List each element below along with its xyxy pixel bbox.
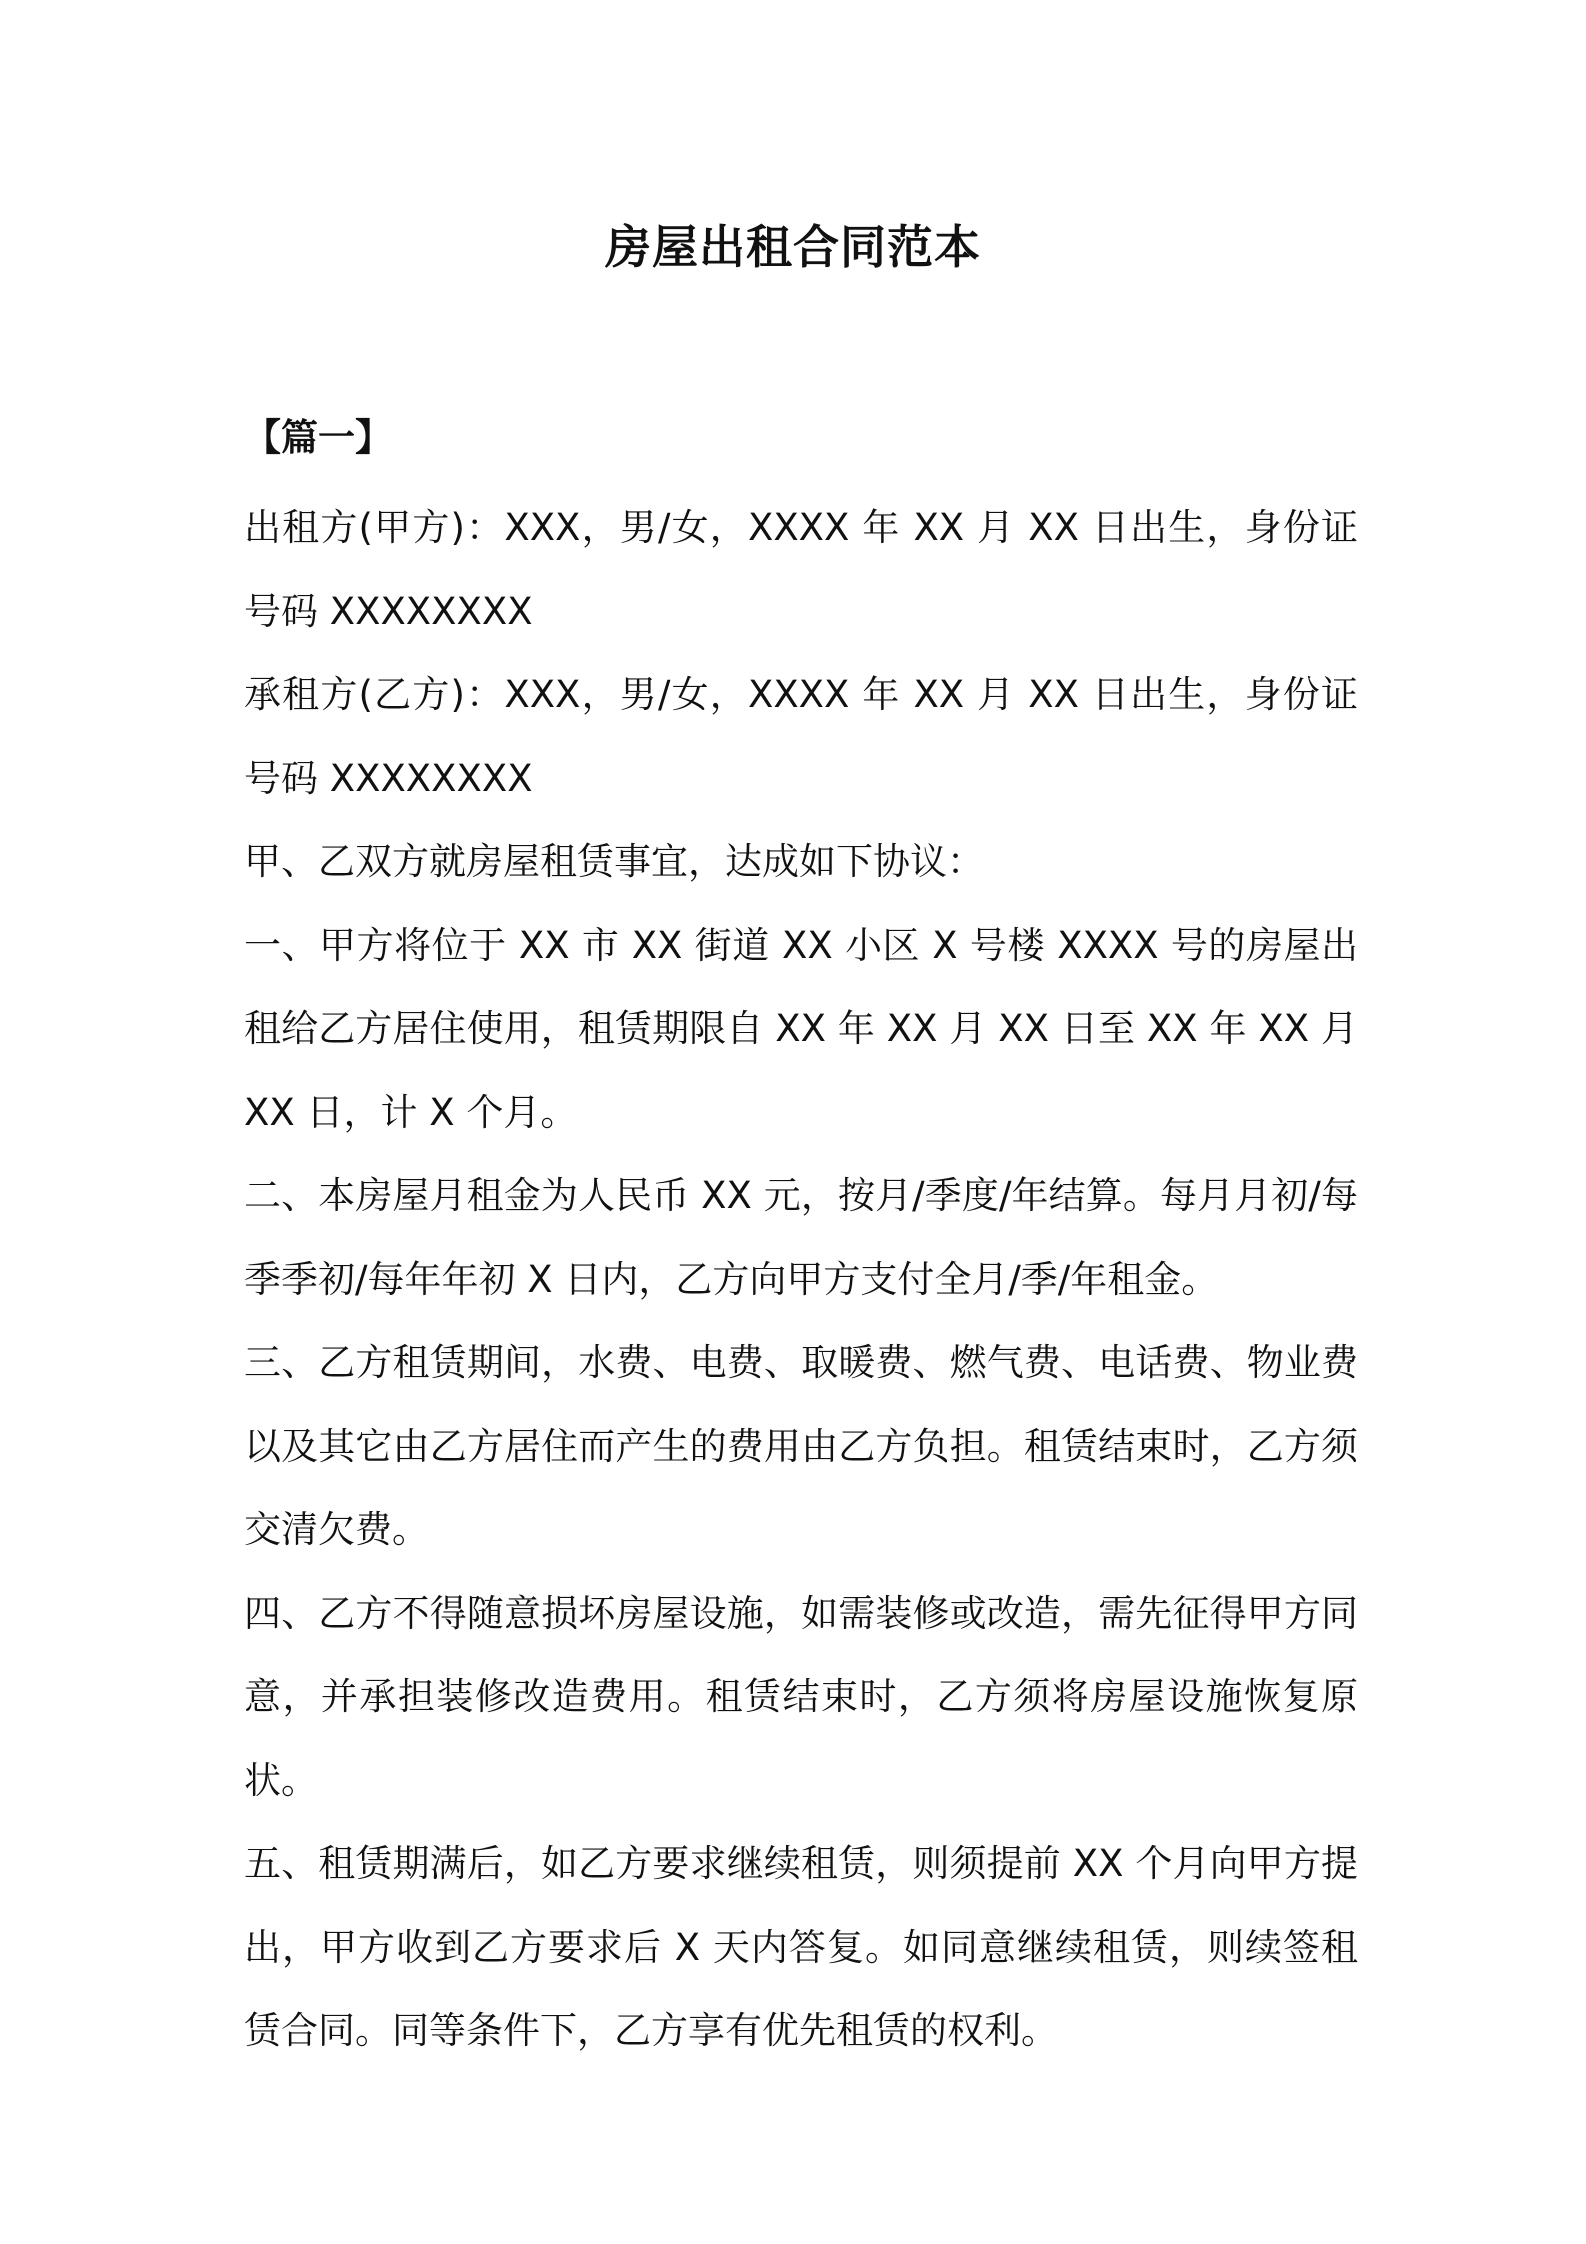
paragraph-clause-2: 二、本房屋月租金为人民币 XX 元，按月/季度/年结算。每月月初/每季季初/每年年初 X 日内，乙方向甲方支付全月/季/年租金。 [244, 1174, 1358, 1301]
document-title: 房屋出租合同范本 [605, 220, 981, 274]
document-body [244, 486, 1358, 2073]
paragraph-lessee: 承租方(乙方)：XXX，男/女，XXXX 年 XX 月 XX 日出生，身份证号码 XXXXXXXX [244, 673, 1358, 800]
paragraph-lessor: 出租方(甲方)：XXX，男/女，XXXX 年 XX 月 XX 日出生，身份证号码 XXXXXXXX [244, 506, 1358, 633]
paragraph-clause-1: 一、甲方将位于 XX 市 XX 街道 XX 小区 X 号楼 XXXX 号的房屋出租给乙方居住使用，租赁期限自 XX 年 XX 月 XX 日至 XX 年 XX 月 XX 日，计 X 个月。 [244, 923, 1358, 1134]
paragraph-clause-5: 五、租赁期满后，如乙方要求继续租赁，则须提前 XX 个月向甲方提出，甲方收到乙方要求后 X 天内答复。如同意继续租赁，则续签租赁合同。同等条件下，乙方享有优先租赁的权利。 [244, 1842, 1358, 2052]
paragraph-agreement-intro: 甲、乙双方就房屋租赁事宜，达成如下协议： [244, 840, 984, 883]
paragraph-clause-3: 三、乙方租赁期间，水费、电费、取暖费、燃气费、电话费、物业费以及其它由乙方居住而产生的费用由乙方负担。租赁结束时，乙方须交清欠费。 [244, 1341, 1358, 1551]
section-heading: 【篇一】 [244, 416, 392, 459]
paragraph-clause-4: 四、乙方不得随意损坏房屋设施，如需装修或改造，需先征得甲方同意，并承担装修改造费用。租赁结束时，乙方须将房屋设施恢复原状。 [244, 1591, 1358, 1802]
